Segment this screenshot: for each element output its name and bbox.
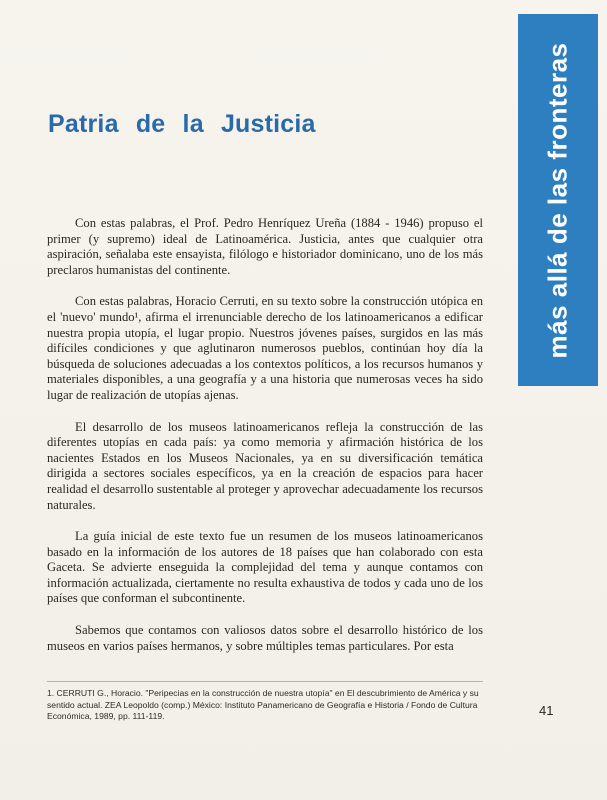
article-title: Patria de la Justicia <box>48 110 316 138</box>
paragraph-5: Sabemos que contamos con valiosos datos sobre el desarrollo histórico de los museos en varios países hermanos, y sobre múltiples temas particulares. Por esta <box>47 623 483 653</box>
footnote: 1. CERRUTI G., Horacio. "Peripecias en la construcción de nuestra utopía" en El descubrimiento de América y su sentido actual. ZEA Leopoldo (comp.) México: Instituto Panamericano de Geografía e Historia / Fondo de Cultura Económica, 1989, pp. 111-119. <box>47 688 479 722</box>
footnote-divider <box>47 681 483 682</box>
section-banner-label: más allá de las fronteras <box>542 42 573 358</box>
page-number: 41 <box>539 703 554 718</box>
section-banner <box>518 14 598 386</box>
paragraph-2: Con estas palabras, Horacio Cerruti, en su texto sobre la construcción utópica en el 'nuevo' mundo¹, afirma el irrenunciable derecho de los latinoamericanos a edificar nuestra propia utopía, el lugar propio. Nuestros jóvenes países, surgidos en las más difíciles condiciones y que aglutinaron numerosos pueblos, continúan hoy día la búsqueda de soluciones adecuadas a los contextos políticos, a los recursos humanos y materiales disponibles, a una geografía y a una historia que numerosas veces ha sido lugar de realización de utopías ajenas. <box>47 294 483 402</box>
paragraph-4: La guía inicial de este texto fue un resumen de los museos latinoamericanos basado en la información de los autores de 18 países que han colaborado con esta Gaceta. Se advierte enseguida la complejidad del tema y aunque contamos con información actualizada, ciertamente no resulta exhaustiva de todos y cada uno de los países que conforman el subcontinente. <box>47 529 483 606</box>
paragraph-1: Con estas palabras, el Prof. Pedro Henríquez Ureña (1884 - 1946) propuso el primer (y supremo) ideal de Latinoamérica. Justicia, antes que cualquier otra aspiración, señalaba este ensayista, filólogo e historiador dominicano, uno de los más preclaros humanistas del continente. <box>47 216 483 277</box>
article-body <box>47 216 483 670</box>
paragraph-3: El desarrollo de los museos latinoamericanos refleja la construcción de las diferentes utopías en cada país: ya como memoria y afirmación histórica de los nacientes Estados en los Museos Nacionales, ya en su diversificación temática dirigida a sectores sociales específicos, ya en la creación de espacios para hacer realidad el desarrollo sustentable al proteger y aprovechar adecuadamente los recursos naturales. <box>47 419 483 512</box>
